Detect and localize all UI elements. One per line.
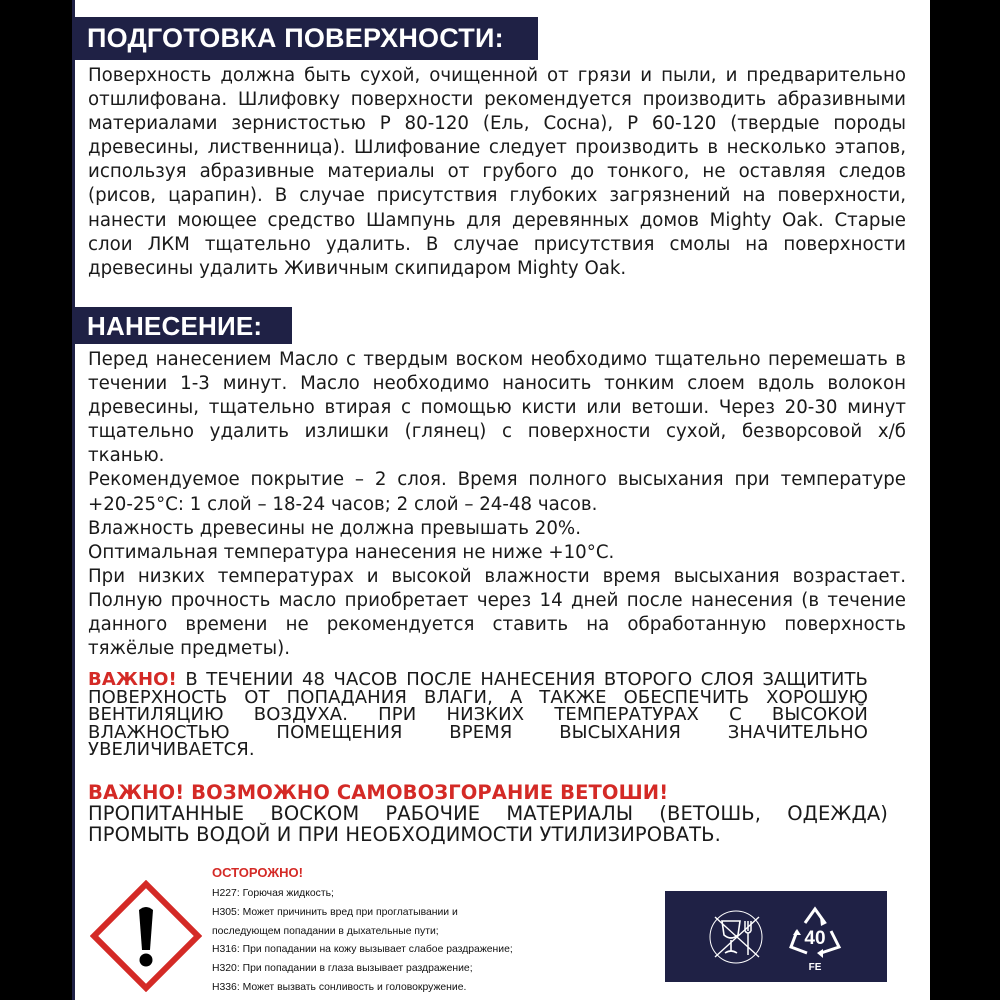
warning-label: ВАЖНО! ВОЗМОЖНО САМОВОЗГОРАНИЕ ВЕТОШИ! — [88, 781, 669, 804]
section-title-surface-prep: ПОДГОТОВКА ПОВЕРХНОСТИ: — [75, 17, 538, 60]
svg-text:40: 40 — [804, 928, 826, 949]
warning-self-ignition — [88, 782, 888, 845]
hazard-statement: H305: Может причинить вред при проглатывании и — [212, 906, 458, 918]
application-paragraph: При низких температурах и высокой влажности время высыхания возрастает. Полную прочность масло приобретает через 14 дней после нанесения (в течение данного времени не рекомендуется ставить на обработанную поверхность тяжёлые предметы). — [88, 565, 906, 660]
hazard-statement: H316: При попадании на кожу вызывает слабое раздражение; — [212, 944, 513, 956]
application-paragraph: Влажность древесины не должна превышать 20%. — [88, 517, 581, 539]
hazard-statement: H336: Может вызвать сонливость и головокружение. — [212, 981, 467, 993]
warning-text: В ТЕЧЕНИИ 48 ЧАСОВ ПОСЛЕ НАНЕСЕНИЯ ВТОРОГО СЛОЯ ЗАЩИТИТЬ ПОВЕРХНОСТЬ ОТ ПОПАДАНИЯ ВЛАГИ, А ТАКЖЕ ОБЕСПЕЧИТЬ ХОРОШУЮ ВЕНТИЛЯЦИЮ ВОЗДУХА. ПРИ НИЗКИХ ТЕМПЕРАТУРАХ С ВЫСОКОЙ ВЛАЖНОСТЬЮ ПОМЕЩЕНИЯ ВРЕМЯ ВЫСЫХАНИЯ ЗНАЧИТЕЛЬНО УВЕЛИЧИВАЕТСЯ. — [88, 669, 868, 760]
section-title-application: НАНЕСЕНИЕ: — [75, 307, 292, 344]
application-paragraph: Перед нанесением Масло с твердым воском необходимо тщательно перемешать в течении 1-3 минут. Масло необходимо наносить тонким слоем вдоль волокон древесины, тщательно втирая с помощью кисти или ветоши. Через 20-30 минут тщательно удалить излишки (глянец) с поверхности сухой, безворсовой х/б тканью. — [88, 349, 906, 467]
symbols-box — [665, 891, 887, 982]
hazard-statement: последующем попадании в дыхательные пути; — [212, 925, 439, 937]
recycle-icon — [787, 903, 843, 975]
warning-moisture — [88, 671, 868, 759]
not-for-food-icon — [705, 909, 771, 965]
caution-title: ОСТОРОЖНО! — [212, 865, 303, 880]
svg-text:FE: FE — [808, 962, 822, 973]
surface-prep-text: Поверхность должна быть сухой, очищенной от грязи и пыли, и предварительно отшлифована. Шлифовку поверхности рекомендуется производить абразивными материалами зернистостью Р 80-120 (Ель, Сосна), Р 60-120 (твердые породы древесины, лиственница). Шлифование следует производить в несколько этапов, используя абразивные материалы от грубого до тонкого, не оставляя следов (рисов, царапин). В случае присутствия глубоких загрязнений на поверхности, нанести моющее средство Шампунь для деревянных домов Mighty Oak. Старые слои ЛКМ тщательно удалить. В случае присутствия смолы на поверхности древесины удалить Живичным скипидаром Mighty Oak. — [88, 65, 906, 279]
hazard-statement: H320: При попадании в глаза вызывает раздражение; — [212, 963, 473, 975]
exclamation-diamond-icon — [90, 880, 202, 992]
product-label-page — [72, 0, 930, 1000]
application-paragraph: Рекомендуемое покрытие – 2 слоя. Время полного высыхания при температуре +20-25°С: 1 слой – 18-24 часов; 2 слой – 24-48 часов. — [88, 469, 906, 515]
hazard-statement: H227: Горючая жидкость; — [212, 888, 334, 899]
application-paragraph: Оптимальная температура нанесения не ниже +10°С. — [88, 541, 615, 563]
warning-text: ПРОПИТАННЫЕ ВОСКОМ РАБОЧИЕ МАТЕРИАЛЫ (ВЕТОШЬ, ОДЕЖДА) ПРОМЫТЬ ВОДОЙ И ПРИ НЕОБХОДИМОСТИ УТИЛИЗИРОВАТЬ. — [88, 802, 888, 846]
application-text — [88, 348, 906, 661]
caution-block — [212, 864, 513, 998]
warning-label: ВАЖНО! — [88, 669, 177, 690]
